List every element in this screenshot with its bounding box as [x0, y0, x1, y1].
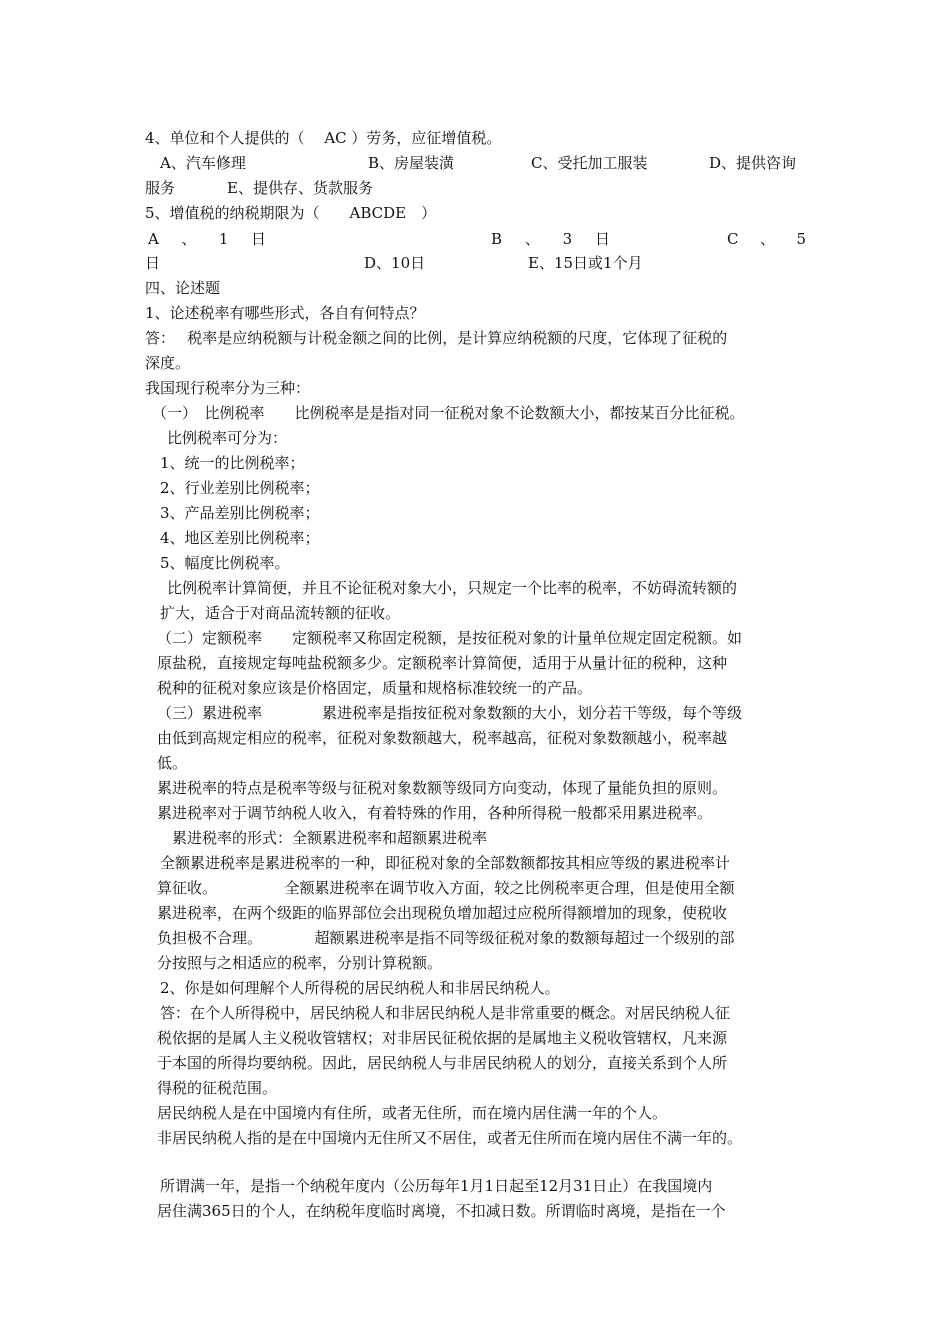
list-item: 4、地区差别比例税率；: [160, 529, 320, 547]
proportional-desc-line2: 扩大，适合于对商品流转额的征收。: [160, 604, 401, 622]
progressive-features: 累进税率的特点是税率等级与征税对象数额等级同方向变动，体现了量能负担的原则。: [157, 779, 728, 797]
progressive-rate-line3: 低。: [157, 754, 188, 772]
q4-option-a: A、汽车修理: [160, 154, 246, 172]
full-year-line2: 居住满365日的个人，在纳税年度临时离境，不扣减日数。所谓临时离境，是指在一个: [157, 1202, 726, 1220]
progressive-forms: 累进税率的形式：全额累进税率和超额累进税率: [172, 829, 488, 847]
q5-a-unit: 日: [250, 230, 266, 248]
full-progressive-line4: 负担极不合理。 超额累进税率是指不同等级征税对象的数额每超过一个级别的部: [157, 929, 735, 947]
progressive-rate-line2: 由低到高规定相应的税率，征税对象数额越大，税率越高，征税对象数额越小，税率越: [157, 729, 728, 747]
q5-b-num: 3: [562, 230, 573, 248]
fixed-rate-line3: 税种的征税对象应该是价格固定，质量和规格标准较统一的产品。: [157, 679, 593, 697]
q4-option-b: B、房屋装潢: [368, 154, 455, 172]
full-year-line1: 所谓满一年，是指一个纳税年度内（公历每年1月1日起至12月31日止）在我国境内: [160, 1177, 713, 1195]
q5-c-num: 5: [796, 230, 806, 248]
list-item: 1、统一的比例税率；: [160, 454, 305, 472]
essay2-answer-line1: 答：在个人所得税中，居民纳税人和非居民纳税人是非常重要的概念。对居民纳税人征: [160, 1004, 731, 1022]
list-item: 5、幅度比例税率。: [160, 554, 290, 572]
q5-c-letter: C: [727, 230, 739, 248]
q5-option-c: [727, 229, 806, 249]
q4-option-d: D、提供咨询: [709, 154, 797, 172]
essay2-question: 2、你是如何理解个人所得税的居民纳税人和非居民纳税人。: [160, 979, 560, 997]
list-item: 3、产品差别比例税率；: [160, 504, 320, 522]
q5-a-sep: 、: [181, 230, 197, 248]
q4-option-c: C、受托加工服装: [531, 154, 648, 172]
list-item: 2、行业差别比例税率；: [160, 479, 320, 497]
section-title: 四、论述题: [145, 279, 221, 297]
q5-option-b: [491, 229, 610, 249]
q5-b-unit: 日: [594, 230, 610, 248]
progressive-usage: 累进税率对于调节纳税人收入，有着特殊的作用，各种所得税一般都采用累进税率。: [157, 804, 713, 822]
q5-a-letter: A: [148, 230, 159, 248]
full-progressive-line2: 算征收。 全额累进税率在调节收入方面，较之比例税率更合理，但是使用全额: [157, 879, 735, 897]
q5-b-sep: 、: [524, 230, 540, 248]
q5-option-e: E、15日或1个月: [528, 254, 643, 272]
proportional-rate-sub: 比例税率可分为：: [167, 429, 288, 447]
essay2-answer-line4: 得税的征税范围。: [157, 1079, 278, 1097]
q5-stem: 5、增值税的纳税期限为（ ABCDE ）: [145, 204, 437, 222]
q5-b-letter: B: [491, 230, 503, 248]
resident-definition: 居民纳税人是在中国境内有住所，或者无住所，而在境内居住满一年的个人。: [157, 1104, 668, 1122]
progressive-rate-line1: （三）累进税率 累进税率是指按征税对象数额的大小，划分若干等级，每个等级: [157, 704, 743, 722]
essay1-question: 1、论述税率有哪些形式，各自有何特点？: [145, 304, 425, 322]
q5-a-num: 1: [218, 230, 229, 248]
full-progressive-line3: 累进税率，在两个级距的临界部位会出现税负增加超过应税所得额增加的现象，使税收: [157, 904, 728, 922]
q4-option-e: E、提供存、货款服务: [227, 179, 373, 197]
nonresident-definition: 非居民纳税人指的是在中国境内无住所又不居住，或者无住所而在境内居住不满一年的。: [157, 1129, 743, 1147]
proportional-rate-heading: （一） 比例税率 比例税率是是指对同一征税对象不论数额大小，都按某百分比征税。: [152, 404, 745, 422]
essay2-answer-line2: 税依据的是属人主义税收管辖权；对非居民征税依据的是属地主义税收管辖权，凡来源: [157, 1029, 728, 1047]
essay1-intro: 我国现行税率分为三种：: [145, 379, 311, 397]
full-progressive-line1: 全额累进税率是累进税率的一种，即征税对象的全部数额都按其相应等级的累进税率计: [160, 854, 731, 872]
full-progressive-line5: 分按照与之相适应的税率，分别计算税额。: [157, 954, 443, 972]
fixed-rate-line2: 原盐税，直接规定每吨盐税额多少。定额税率计算简便，适用于从量计征的税种，这种: [157, 654, 728, 672]
essay1-answer-line2: 深度。: [145, 354, 191, 372]
essay1-answer-line1: 答： 税率是应纳税额与计税金额之间的比例，是计算应纳税额的尺度，它体现了征税的: [145, 329, 728, 347]
essay2-answer-line3: 于本国的所得均要纳税。因此，居民纳税人与非居民纳税人的划分，直接关系到个人所: [157, 1054, 728, 1072]
q4-stem: 4、单位和个人提供的（ AC ）劳务，应征增值税。: [145, 129, 502, 147]
q5-c-sep: 、: [759, 230, 775, 248]
q4-option-d-cont: 服务: [145, 179, 176, 197]
q5-option-c-cont: 日: [145, 254, 161, 272]
q5-option-d: D、10日: [364, 254, 426, 272]
q5-option-a: [148, 229, 266, 249]
proportional-desc-line1: 比例税率计算简便，并且不论征税对象大小，只规定一个比率的税率，不妨碍流转额的: [167, 579, 738, 597]
fixed-rate-line1: （二）定额税率 定额税率又称固定税额，是按征税对象的计量单位规定固定税额。如: [157, 629, 743, 647]
